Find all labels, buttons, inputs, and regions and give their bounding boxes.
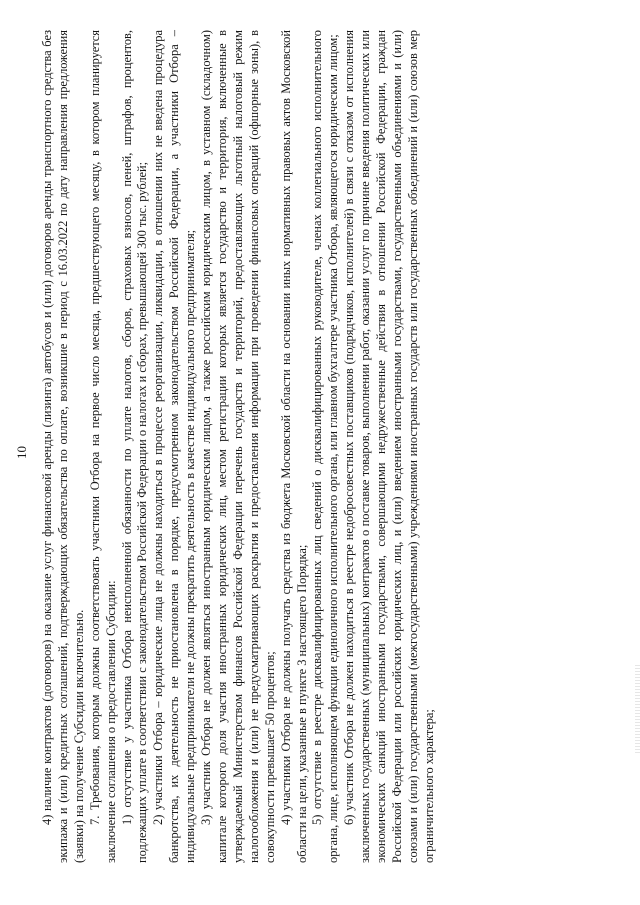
page-number: 10 bbox=[14, 446, 29, 459]
paragraph-foreign-entity: 3) участник Отбора не должен являться иностранным юридическим лицом, а также российским юридическим лицом, в уставном (складочном) капитале которого доля участия иностранных юридических лиц, местом регистрации которых является государство и территория, включенные в утверждаемый Министерством финансов Российской Федерации перечень государств и территорий, предоставляющих льготный налоговый режим налогообложения и (или) не предусматривающих раскрытия и предоставления информации при проведении финансовых операций (офшорные зоны), в совокупности превышает 50 процентов; bbox=[199, 30, 277, 863]
paragraph-unfair-suppliers: 6) участник Отбора не должен находиться в реестре недобросовестных поставщиков (подрядчиков, исполнителей) в связи с отказом от исполнения заключенных государственных (муниципальных) контрактов о поставке товаров, выполнении работ, оказании услуг по причине введения политических или экономических санкций иностранными государствами, совершающими недружественные действия в отношении Российской Федерации, граждан Российской Федерации или российских юридических лиц, и (или) введением иностранными государствами, государственными объединениями и (или) союзами и (или) государственными (межгосударственными) учреждениями иностранных государств или государственных объединений и (или) союзов мер ограничительного характера; bbox=[342, 30, 436, 863]
paragraph-contracts: 4) наличие контрактов (договоров) на оказание услуг финансовой аренды (лизинга) автобусов и (или) договоров аренды транспортного средства без экипажа и (или) кредитных соглашений, подтверждающих обязательства по оплате, возникшие в период с 16.03.2022 по дату направления предложения (заявки) на получение Субсидии включительно. bbox=[40, 30, 86, 863]
paragraph-budget-funds: 4) участники Отбора не должны получать средства из бюджета Московской области на основании иных нормативных правовых актов Московской области на цели, указанные в пункте 3 настоящего Порядка; bbox=[278, 30, 309, 863]
paragraph-disqualified-persons: 5) отсутствие в реестре дисквалифицированных лиц сведений о дисквалифицированных руководителе, членах коллегиального исполнительного органа, лице, исполняющем функции единоличного исполнительного органа, или главном бухгалтере участника Отбора, являющегося юридическим лицом; bbox=[310, 30, 341, 863]
paragraph-reorganization: 2) участники Отбора – юридические лица не должны находиться в процессе реорганизации, ликвидации, в отношении них не введена процедура банкротства, их деятельность не приостановлена в порядке, предусмотренном законодательством Российской Федерации, а участники Отбора – индивидуальные предприниматели не должны прекратить деятельность в качестве индивидуального предпринимателя; bbox=[151, 30, 198, 863]
paragraph-tax-obligations: 1) отсутствие у участника Отбора неисполненной обязанности по уплате налогов, сборов, страховых взносов, пеней, штрафов, процентов, подлежащих уплате в соответствии с законодательством Российской Федерации о налогах и сборах, превышающей 300 тыс. рублей; bbox=[119, 30, 150, 863]
document-body bbox=[40, 30, 438, 863]
paragraph-requirements: 7. Требования, которым должны соответствовать участники Отбора на первое число месяца, предшествующего месяцу, в котором планируется заключение соглашения о предоставлении Субсидии: bbox=[87, 30, 118, 863]
scan-edge-mark bbox=[635, 665, 640, 755]
